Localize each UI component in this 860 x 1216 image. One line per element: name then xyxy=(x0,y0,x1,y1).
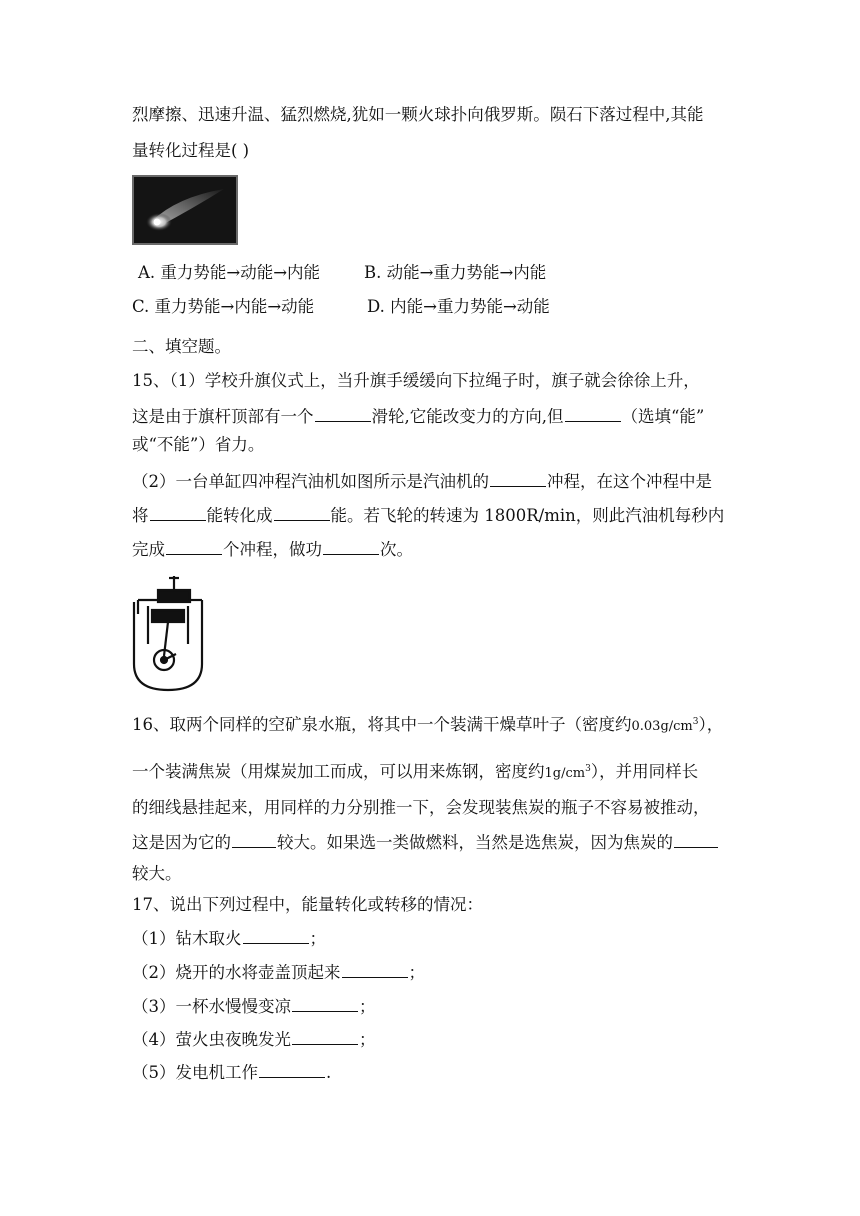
answer-blank[interactable] xyxy=(565,405,621,422)
q16-line-3: 的细线悬挂起来，用同样的力分别推一下，会发现装焦炭的瓶子不容易被推动， xyxy=(132,798,710,817)
answer-blank[interactable] xyxy=(674,831,718,848)
q17-title: 17、说出下列过程中，能量转化或转移的情况： xyxy=(132,895,483,914)
q15-text: 个冲程，做功 xyxy=(223,540,322,559)
q15-text: 将 xyxy=(132,506,149,525)
answer-blank[interactable] xyxy=(342,961,408,978)
q16-text: 16、取两个同样的空矿泉水瓶，将其中一个装满干燥草叶子（密度约 xyxy=(132,715,632,734)
q14-option-c: C. 重力势能→内能→动能 xyxy=(132,297,315,316)
q15-text: （选填“能” xyxy=(621,407,705,426)
q14-option-a: A. 重力势能→动能→内能 xyxy=(138,263,321,282)
q17-item-label: （5）发电机工作 xyxy=(132,1063,258,1082)
answer-blank[interactable] xyxy=(232,831,276,848)
answer-blank[interactable] xyxy=(259,1061,325,1078)
section-title: 二、填空题。 xyxy=(132,337,231,356)
q15-line-5 xyxy=(132,504,724,527)
answer-blank[interactable] xyxy=(490,470,546,487)
superscript: 3 xyxy=(692,717,699,727)
q15-line-2 xyxy=(132,405,704,428)
answer-blank[interactable] xyxy=(323,538,379,555)
q17-item-label: （4）萤火虫夜晚发光 xyxy=(132,1030,291,1049)
q15-text: 完成 xyxy=(132,540,165,559)
q16-text: 一个装满焦炭（用煤炭加工而成，可以用来炼钢，密度约 xyxy=(132,762,545,781)
q17-item-end: . xyxy=(326,1063,332,1082)
q16-text: ）， xyxy=(698,715,724,734)
density-value: 0.03g/cm xyxy=(631,719,693,734)
q15-line-1: 15、（1）学校升旗仪式上，当升旗手缓缓向下拉绳子时，旗子就会徐徐上升， xyxy=(132,371,700,390)
density-value: 1g/cm xyxy=(544,766,586,781)
q17-item-label: （1）钻木取火 xyxy=(132,929,242,948)
q15-line-6 xyxy=(132,538,413,561)
meteor-image xyxy=(132,175,238,245)
answer-blank[interactable] xyxy=(315,405,371,422)
q17-item-end: ； xyxy=(359,1030,376,1049)
q15-line-3: 或“不能”）省力。 xyxy=(132,435,265,454)
q16-line-5: 较大。 xyxy=(132,864,182,883)
q17-item xyxy=(132,961,425,984)
q17-item-label: （2）烧开的水将壶盖顶起来 xyxy=(132,963,341,982)
q15-line-4 xyxy=(132,470,712,493)
q14-option-d: D. 内能→重力势能→动能 xyxy=(367,297,550,316)
q16-text: 这是因为它的 xyxy=(132,833,231,852)
answer-blank[interactable] xyxy=(292,1028,358,1045)
q16-text: ），并用同样长 xyxy=(590,762,699,781)
q15-text: 能转化成 xyxy=(206,506,273,525)
q17-item xyxy=(132,1028,376,1051)
q15-text: 滑轮,它能改变力的方向,但 xyxy=(371,407,564,426)
q15-text: 次。 xyxy=(380,540,413,559)
answer-blank[interactable] xyxy=(150,504,206,521)
q14-line-1: 烈摩擦、迅速升温、猛烈燃烧,犹如一颗火球扑向俄罗斯。陨石下落过程中,其能 xyxy=(132,105,704,124)
q17-item xyxy=(132,927,326,950)
engine-cylinder-diagram xyxy=(130,574,206,692)
q15-text: （2）一台单缸四冲程汽油机如图所示是汽油机的 xyxy=(132,472,489,491)
q17-item xyxy=(132,1061,331,1084)
q14-option-b: B. 动能→重力势能→内能 xyxy=(364,263,547,282)
q14-line-2: 量转化过程是( ) xyxy=(132,141,250,160)
superscript: 3 xyxy=(585,764,591,774)
answer-blank[interactable] xyxy=(166,538,222,555)
q17-item xyxy=(132,995,376,1018)
q16-line-2 xyxy=(132,758,698,785)
q16-text: 较大。如果选一类做燃料，当然是选焦炭，因为焦炭的 xyxy=(277,833,673,852)
q17-item-end: ； xyxy=(309,929,326,948)
answer-blank[interactable] xyxy=(243,927,309,944)
q16-line-4 xyxy=(132,831,719,854)
answer-blank[interactable] xyxy=(274,504,330,521)
q15-text: 冲程，在这个冲程中是 xyxy=(547,472,712,491)
q17-item-label: （3）一杯水慢慢变凉 xyxy=(132,997,291,1016)
q16-line-1 xyxy=(132,711,723,738)
q17-item-end: ； xyxy=(408,963,425,982)
answer-blank[interactable] xyxy=(292,995,358,1012)
q15-text: 这是由于旗杆顶部有一个 xyxy=(132,407,314,426)
q17-item-end: ； xyxy=(359,997,376,1016)
q15-text: 能。若飞轮的转速为 1800R/min，则此汽油机每秒内 xyxy=(330,506,725,525)
